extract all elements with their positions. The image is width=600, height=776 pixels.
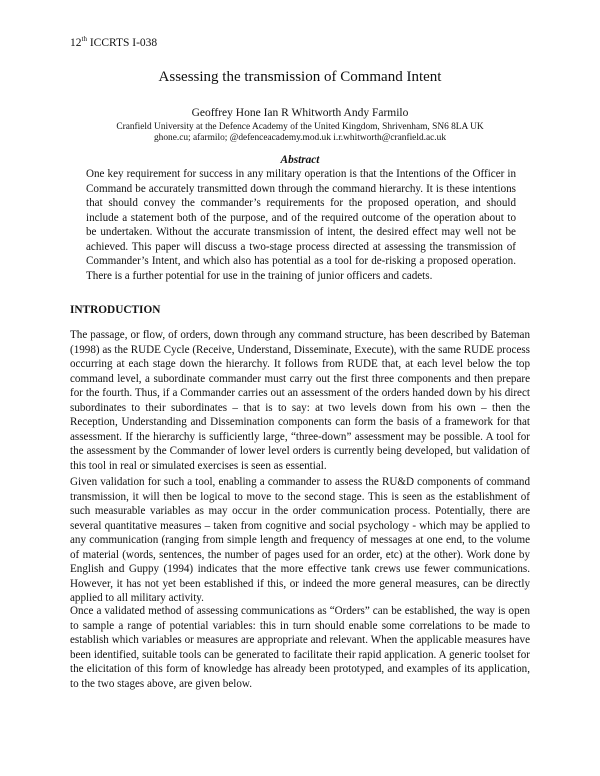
conference-number: 12 [70,37,82,49]
introduction-paragraph-3: Once a validated method of assessing communications as “Orders” can be established, the way is open to sample a range of potential variables: this in turn should enable some correlations to be made to establish which variables or measures are appropriate and relevant. When the applicable measures have been identified, suitable tools can be generated to facilitate their rapid application. A generic toolset for the elicitation of this form of knowledge has already been prototyped, and examples of its application, to the two stages above, are given below. [70,605,530,690]
introduction-paragraph-2: Given validation for such a tool, enabling a commander to assess the RU&D components of command transmission, it will then be logical to move to the second stage. This is seen as the establishment of such measurable variables as may occur in the order communication process. Potentially, there are several quantitative measures – taken from cognitive and social psychology - which may be applied to any communication (ranging from simple length and frequency of messages at one end, to the volume of material (words, sentences, the number of pages used for an order, etc) at the other). Work done by English and Guppy (1994) indicates that the more effective tank crews use fewer communications. However, it has not yet been established if this, or indeed the more general measures, can be directly applied to all military activity. [70,476,530,604]
introduction-heading: INTRODUCTION [70,304,161,316]
abstract-heading: Abstract [280,154,320,166]
conference-paper-id [70,37,157,49]
author-affiliation: Cranfield University at the Defence Academy of the United Kingdom, Shrivenham, SN6 8LA UK [116,122,484,132]
paper-code: ICCRTS I-038 [86,37,158,49]
author-list: Geoffrey Hone Ian R Whitworth Andy Farmilo [191,107,409,119]
ordinal-superscript: th [81,35,87,44]
abstract-text: One key requirement for success in any military operation is that the Intentions of the Officer in Command be accurately transmitted down through the command hierarchy. It is these intentions that should convey the commander’s requirements for the proposed operation, and should include a statement both of the purpose, and of the required outcome of the operation about to be undertaken. Without the accurate transmission of intent, the desired effect may well not be achieved. This paper will discuss a two-stage process directed at assessing the transmission of Commander’s Intent, and which also has potential as a tool for de-risking a proposed operation. There is a further potential for use in the training of junior officers and cadets. [86,168,516,282]
introduction-paragraph-1: The passage, or flow, of orders, down through any command structure, has been described by Bateman (1998) as the RUDE Cycle (Receive, Understand, Disseminate, Execute), with the same RUDE process occurring at each stage down the hierarchy. It follows from RUDE that, at each level below the top command level, a subordinate commander must carry out the first three components and then prepare for the fourth. Thus, if a Commander carries out an assessment of the orders handed down by his direct subordinates to their subordinates – that is to say: at two levels down from his own – then the Reception, Understanding and Dissemination components can form the basis of a framework for that assessment. If the hierarchy is sufficiently large, “three-down” assessment may be possible. A tool for the assessment by the Commander of lower level orders is currently being developed, but validation of this tool in real or simulated exercises is seen as essential. [70,329,530,472]
paper-title: Assessing the transmission of Command Intent [158,69,442,85]
author-emails: ghone.cu; afarmilo; @defenceacademy.mod.uk i.r.whitworth@cranfield.ac.uk [153,133,447,143]
